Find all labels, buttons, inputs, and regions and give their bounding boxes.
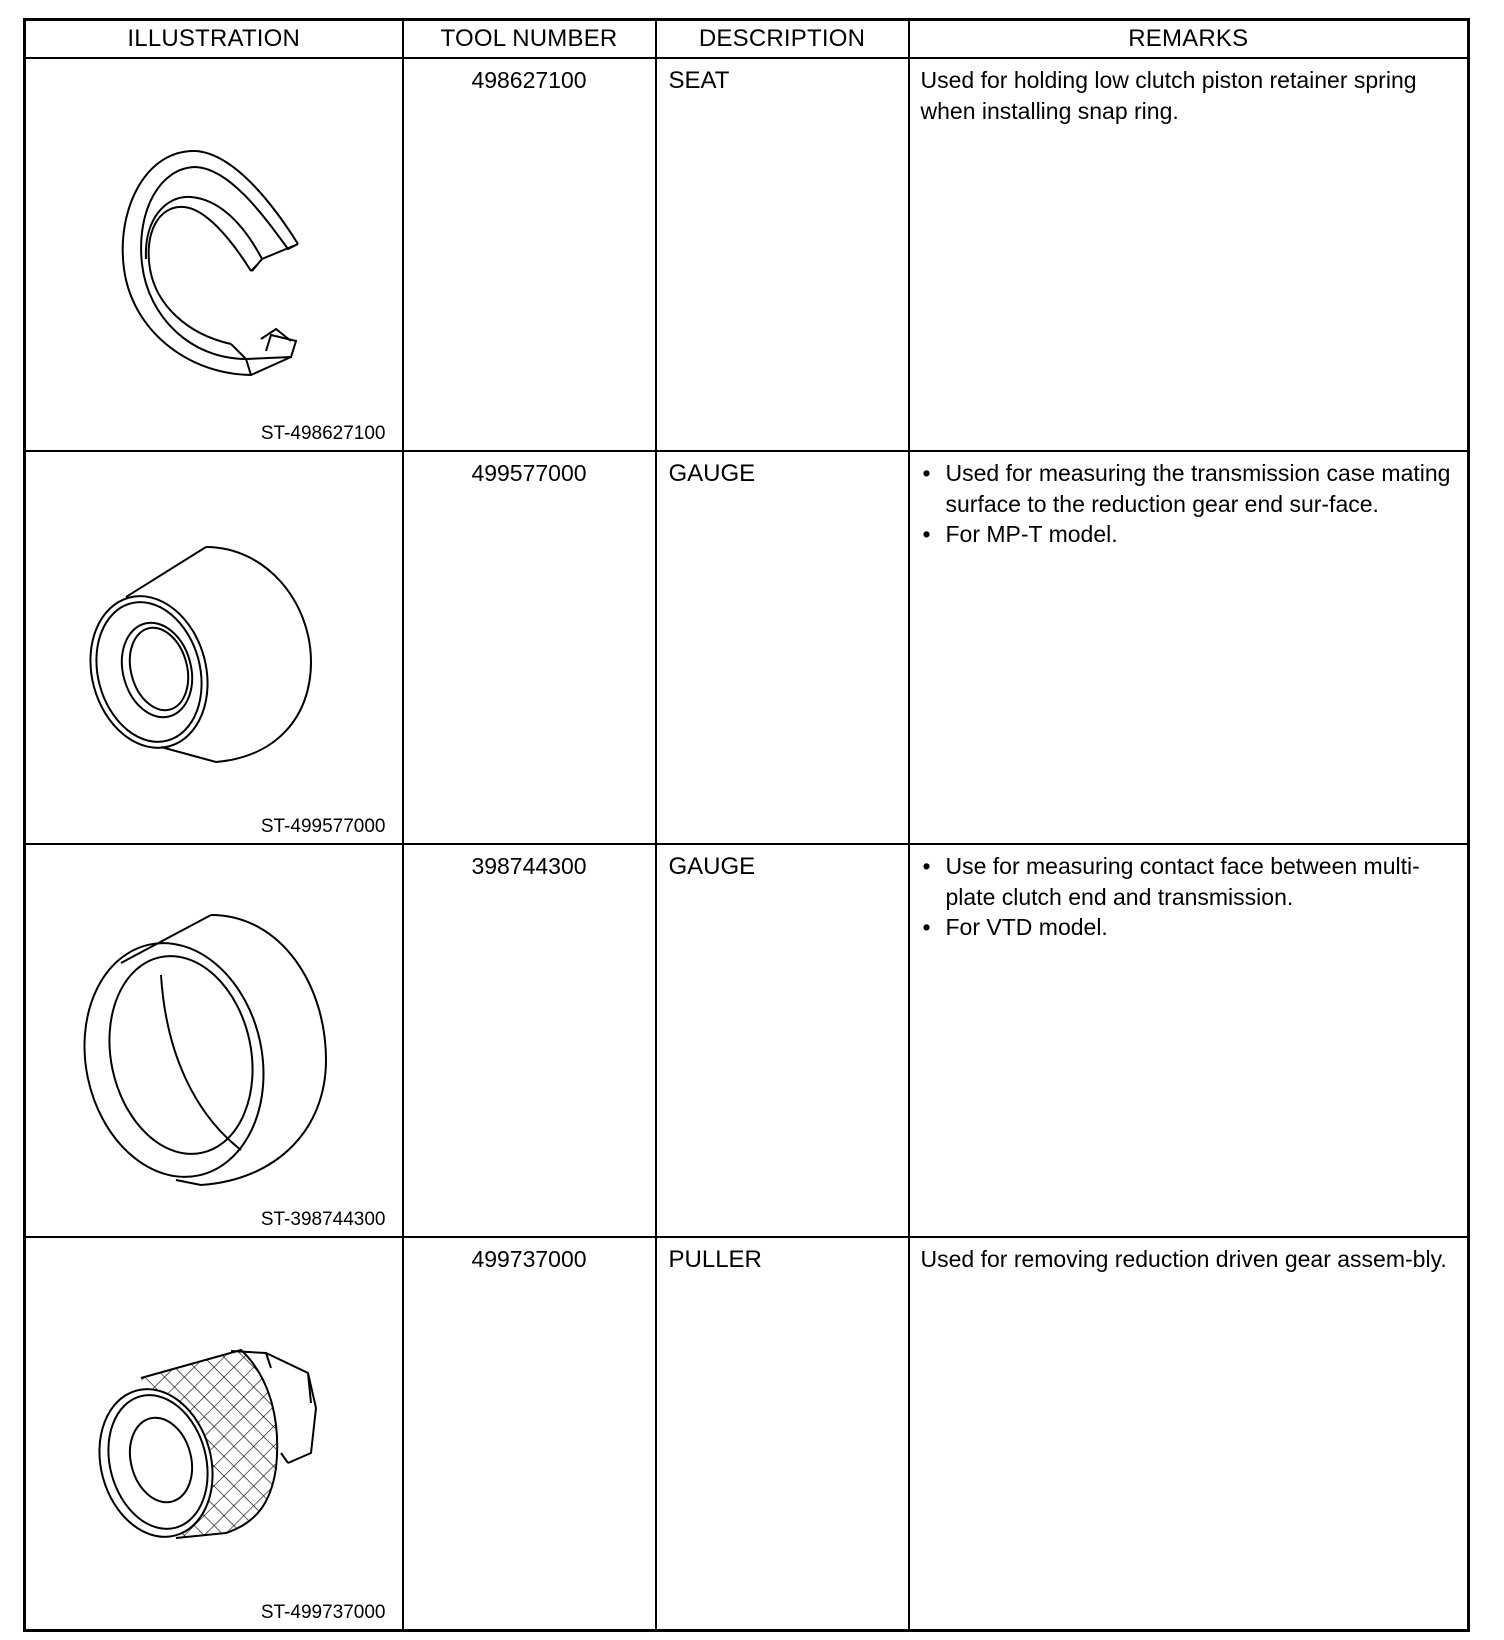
remarks-cell xyxy=(909,58,1469,451)
header-tool-number: TOOL NUMBER xyxy=(403,20,656,59)
table-row xyxy=(25,844,1469,1237)
header-illustration: ILLUSTRATION xyxy=(25,20,403,59)
illustration-cell xyxy=(25,1237,403,1630)
remarks-cell xyxy=(909,1237,1469,1630)
tool-number-cell: 499577000 xyxy=(403,451,656,844)
table-row xyxy=(25,451,1469,844)
table-row xyxy=(25,1237,1469,1630)
description-cell: SEAT xyxy=(656,58,909,451)
table-row xyxy=(25,58,1469,451)
illustration-cell xyxy=(25,451,403,844)
table-header-row xyxy=(25,20,1469,59)
illustration-code: ST-499577000 xyxy=(260,816,386,837)
header-remarks: REMARKS xyxy=(909,20,1469,59)
remarks-cell xyxy=(909,451,1469,844)
illustration-cell xyxy=(25,844,403,1237)
remarks-bullet: • Used for measuring the transmission case mating surface to the reduction gear end sur-face. xyxy=(921,458,1460,519)
remarks-bullet: • For MP-T model. xyxy=(921,519,1460,550)
remarks-list xyxy=(921,851,1460,943)
remarks-text: Used for holding low clutch piston retainer spring when installing snap ring. xyxy=(920,67,1417,124)
special-tools-table xyxy=(23,18,1470,1632)
remarks-bullet: • For VTD model. xyxy=(921,912,1460,943)
gauge-cylinder-icon xyxy=(26,452,404,842)
seat-ring-icon xyxy=(26,59,404,449)
illustration-code: ST-498627100 xyxy=(260,423,386,444)
illustration-code: ST-398744300 xyxy=(260,1209,386,1230)
tool-number-cell: 398744300 xyxy=(403,844,656,1237)
remarks-list xyxy=(921,458,1460,550)
illustration-code: ST-499737000 xyxy=(260,1602,386,1623)
puller-icon xyxy=(26,1238,404,1628)
tool-number-cell: 498627100 xyxy=(403,58,656,451)
remarks-bullet: • Use for measuring contact face between multi-plate clutch end and transmission. xyxy=(921,851,1460,912)
gauge-ring-icon xyxy=(26,845,404,1235)
remarks-text: Used for removing reduction driven gear assem-bly. xyxy=(920,1246,1447,1272)
remarks-cell xyxy=(909,844,1469,1237)
tool-number-cell: 499737000 xyxy=(403,1237,656,1630)
description-cell: GAUGE xyxy=(656,451,909,844)
header-description: DESCRIPTION xyxy=(656,20,909,59)
illustration-cell xyxy=(25,58,403,451)
description-cell: GAUGE xyxy=(656,844,909,1237)
description-cell: PULLER xyxy=(656,1237,909,1630)
